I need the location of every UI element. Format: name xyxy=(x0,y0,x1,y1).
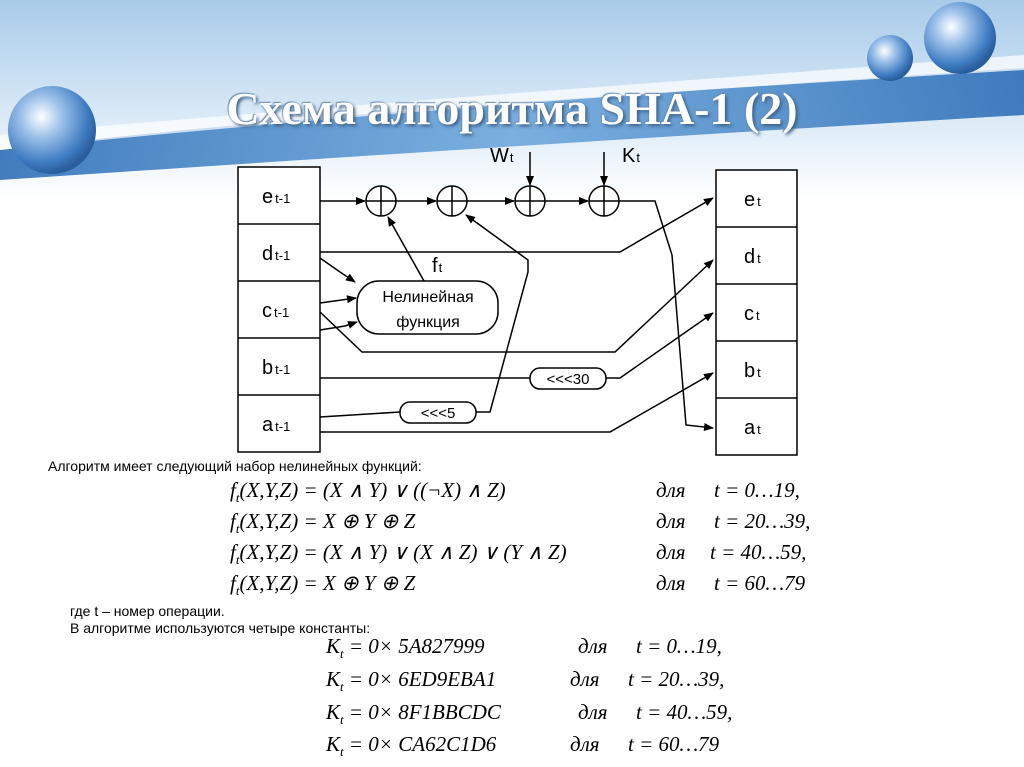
function-box-line-1: Нелинейная xyxy=(382,289,474,306)
functions-intro: Алгоритм имеет следующий набор нелинейных функций: xyxy=(48,458,422,474)
adder-1-icon xyxy=(366,186,396,216)
adder-4-icon xyxy=(589,186,619,216)
function-cond-range-4: t = 60…79 xyxy=(714,571,806,595)
right-register-stack xyxy=(716,170,797,455)
left-register-stack xyxy=(238,167,320,452)
rotate-30-box xyxy=(530,368,606,389)
function-row-4 xyxy=(230,571,830,599)
constant-row-1 xyxy=(326,634,746,662)
constant-row-4 xyxy=(326,732,746,760)
register-b-next: bt xyxy=(744,360,761,382)
constant-cond-word-2: для xyxy=(570,667,600,691)
adder-3-icon xyxy=(515,186,545,216)
nonlinear-function-box xyxy=(357,281,498,334)
constant-cond-range-2: t = 20…39, xyxy=(628,667,725,691)
function-cond-word-2: для xyxy=(656,509,686,533)
register-c-prev: ct-1 xyxy=(262,300,290,322)
input-w-label: Wt xyxy=(490,145,514,167)
note-t: где t – номер операции. xyxy=(70,603,225,619)
constant-row-3 xyxy=(326,700,746,728)
function-row-3 xyxy=(230,540,830,568)
constant-row-2 xyxy=(326,667,746,695)
register-e-next: et xyxy=(744,189,761,211)
page-title: Схема алгоритма SHA-1 (2) xyxy=(226,83,798,134)
function-cond-word-3: для xyxy=(656,540,686,564)
constant-cond-word-1: для xyxy=(578,634,608,658)
function-output-label: ft xyxy=(432,255,443,277)
register-a-next: at xyxy=(744,417,761,439)
function-cond-range-2: t = 20…39, xyxy=(714,509,811,533)
function-row-1 xyxy=(230,478,830,506)
function-expr-4: $f_t(X,Y,Z) = X$ ⊕ Y ⊕ Z xyxy=(230,571,416,599)
register-d-prev: dt-1 xyxy=(262,243,291,265)
register-c-next: ct xyxy=(744,303,760,325)
constant-cond-range-4: t = 60…79 xyxy=(628,732,720,756)
constant-expr-3: $K_t = 0\times$ 8F1BBCDC xyxy=(326,700,501,728)
register-e-prev: et-1 xyxy=(262,186,291,208)
constant-cond-word-4: для xyxy=(570,732,600,756)
adder-2-icon xyxy=(437,186,467,216)
constant-expr-4: $K_t = 0\times CA62C1D6$ xyxy=(326,732,497,760)
input-k-label: Kt xyxy=(622,145,640,167)
constant-cond-range-3: t = 40…59, xyxy=(636,700,733,724)
function-cond-word-4: для xyxy=(656,571,686,595)
function-expr-3: $f_t(X,Y,Z) = (X$ ∧ Y) ∨ (X ∧ Z) ∨ (Y ∧ Z) xyxy=(230,540,567,568)
function-expr-2: $f_t(X,Y,Z) = X$ ⊕ Y ⊕ Z xyxy=(230,509,416,537)
rotate-5-box xyxy=(400,402,476,423)
function-row-2 xyxy=(230,509,830,537)
function-box-line-2: функция xyxy=(396,314,460,331)
function-expr-1: $f_t(X,Y,Z) = (X$ ∧ Y) ∨ ((¬X) ∧ Z) xyxy=(230,478,506,506)
function-cond-range-1: t = 0…19, xyxy=(714,478,800,502)
rotate-5-label: <<<5 xyxy=(420,405,456,422)
function-cond-range-3: t = 40…59, xyxy=(710,540,807,564)
constant-cond-word-3: для xyxy=(578,700,608,724)
register-b-prev: bt-1 xyxy=(262,357,291,379)
constant-expr-1: $K_t = 0\times 5A827999$ xyxy=(326,634,485,662)
register-a-prev: at-1 xyxy=(262,414,291,436)
rotate-30-label: <<<30 xyxy=(546,371,590,388)
constant-cond-range-1: t = 0…19, xyxy=(636,634,722,658)
constant-expr-2: $K_t = 0\times 6ED9EBA1$ xyxy=(326,667,497,695)
constants-intro: В алгоритме используются четыре константы: xyxy=(70,620,371,636)
register-d-next: dt xyxy=(744,246,761,268)
function-cond-word-1: для xyxy=(656,478,686,502)
